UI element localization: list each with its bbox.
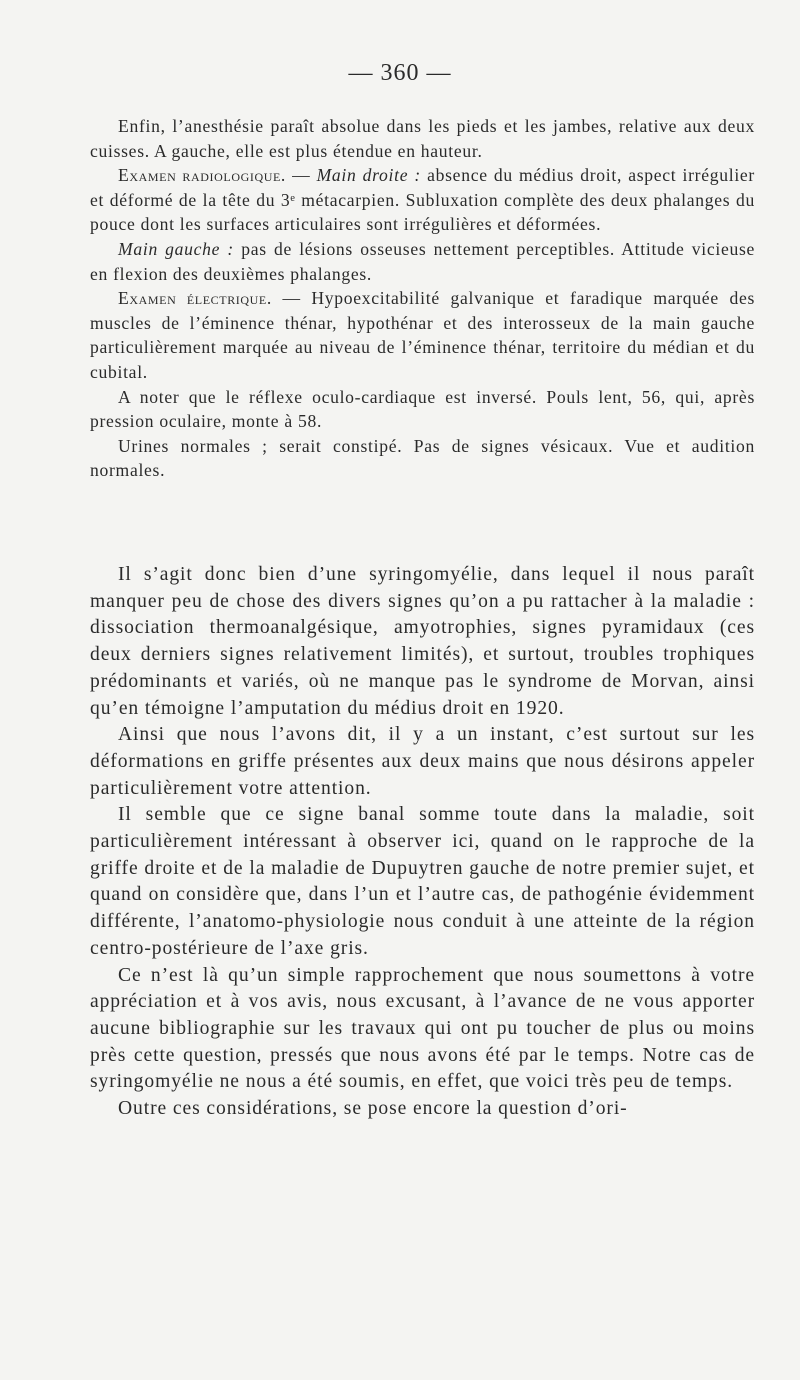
paragraph-deformations: Ainsi que nous l’avons dit, il y a un instant, c’est surtout sur les déformations en griffe présentes aux deux mains que nous désirons appeler particulièrement votre attention. [90, 724, 755, 799]
dash: — [285, 165, 317, 186]
paragraph-examen-radiologique [90, 163, 755, 237]
main-gauche-label: Main gauche : [118, 238, 234, 259]
paragraph-outre: Outre ces considérations, se pose encore la question d’ori- [118, 1098, 628, 1120]
paragraph-rapprochement: Ce n’est là qu’un simple rapprochement que nous soumettons à votre appréciation et à vos avis, nous excusant, à l’avance de ne vous apporter aucune bibliographie sur les travaux qui ont pu toucher de plus ou moins près cette question, pressés que nous avons été par le temps. Notre cas de syringomyélie ne nous a été soumis, en effet, que voici très peu de temps. [90, 964, 755, 1093]
paragraph-reflexe: A noter que le réflexe oculo-cardiaque est inversé. Pouls lent, 56, qui, après pression oculaire, monte à 58. [90, 386, 755, 432]
examen-radiologique-label: Examen radiologique. [118, 165, 286, 186]
page-number: — 360 — [348, 60, 452, 86]
paragraph-syringomyelie: Il s’agit donc bien d’une syringomyélie, dans lequel il nous paraît manquer peu de chose des divers signes qu’on a pu rattacher à la maladie : dissociation thermoanalgésique, amyotrophies, signes pyramidaux (ces deux derniers signes relativement limités), et surtout, troubles trophiques prédominants et variés, où ne manque pas le syndrome de Morvan, ainsi qu’en témoigne l’amputation du médius droit en 1920. [90, 564, 755, 719]
paragraph-urines: Urines normales ; serait constipé. Pas de signes vésicaux. Vue et audition normales. [90, 435, 755, 481]
paragraph-examen-electrique [90, 286, 755, 384]
discussion [90, 562, 755, 1123]
paragraph-signe-banal: Il semble que ce signe banal somme toute dans la maladie, soit particulièrement intéressant à observer ici, quand on le rapproche de la griffe droite et de la maladie de Dupuytren gauche de notre premier sujet, et quand on considère que, dans l’un et l’autre cas, de pathogénie évidemment différente, l’anatomo-physiologie nous conduit à une atteinte de la région centro-postérieure de l’axe gris. [90, 804, 755, 959]
paragraph-main-gauche [90, 237, 755, 286]
main-droite-label: Main droite : [316, 165, 421, 186]
main-gauche-text: pas de lésions osseuses nettement perceptibles. Attitude vicieuse en flexion des deuxièmes phalanges. [90, 238, 756, 284]
clinical-notes [90, 114, 755, 483]
main-droite-text: absence du médius droit, aspect irrégulier et déformé de la tête du 3ᵉ métacarpien. Subluxation complète des deux phalanges du pouce dont les surfaces articulaires sont irrégulières et déformées. [90, 165, 755, 235]
examen-electrique-text: — Hypoexcitabilité galvanique et faradique marquée des muscles de l’éminence thénar, hypothénar et des interosseux de la main gauche particulièrement marquée au niveau de l’éminence thénar, territoire du médian et du cubital. [90, 288, 755, 382]
examen-electrique-label: Examen électrique. [118, 288, 272, 309]
paragraph-anesthesie: Enfin, l’anesthésie paraît absolue dans les pieds et les jambes, relative aux deux cuisses. A gauche, elle est plus étendue en hauteur. [90, 116, 755, 161]
